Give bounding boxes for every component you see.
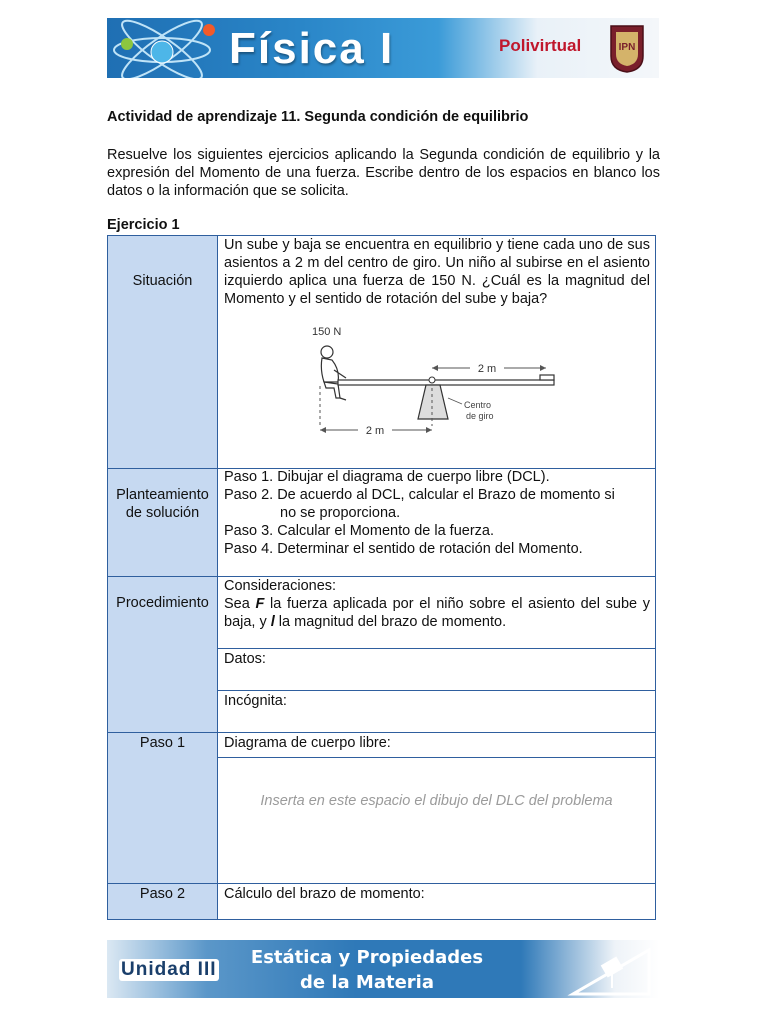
dcl-title: Diagrama de cuerpo libre: — [224, 735, 391, 751]
label-situacion: Situación — [132, 273, 193, 289]
right-distance-label: 2 m — [477, 363, 497, 375]
unit-subtitle: Estática y Propiedades de la Materia — [250, 947, 484, 993]
label-paso-1: Paso 1 — [139, 735, 186, 751]
label-paso-2: Paso 2 — [139, 886, 186, 902]
page-title: Física I — [229, 24, 395, 73]
header-banner — [107, 18, 659, 78]
force-label: 150 N — [312, 326, 342, 338]
label-planteamiento: Planteamiento de solución — [116, 487, 209, 521]
step-2-cont: no se proporciona. — [280, 505, 401, 521]
left-distance-label: 2 m — [365, 425, 385, 437]
ipn-logo — [607, 22, 647, 74]
unit-label: Unidad III — [121, 959, 217, 980]
row-divider — [218, 648, 655, 649]
step-3: Paso 3. Calcular el Momento de la fuerza. — [224, 523, 494, 539]
exercise-title: Ejercicio 1 — [107, 217, 180, 233]
polivirtual-logo: Polivirtual — [499, 36, 582, 55]
intro-paragraph: Resuelve los siguientes ejercicios aplicando la Segunda condición de equilibrio y la expresión del Momento de una fuerza. Escribe dentro de los espacios en blanco los datos o la información que se solicita. — [107, 147, 660, 199]
exercise-table — [107, 235, 656, 920]
dcl-placeholder[interactable]: Inserta en este espacio el dibujo del DLC del problema — [260, 793, 613, 809]
inclined-plane-icon — [567, 942, 653, 996]
brazo-momento-title: Cálculo del brazo de momento: — [224, 886, 425, 902]
pivot-label-1: Centro — [464, 400, 492, 410]
considerations — [224, 577, 650, 631]
considerations-text: Sea F la fuerza aplicada por el niño sobre el asiento del sube y baja, y l la magnitud del brazo de momento. — [224, 596, 650, 630]
label-column — [108, 236, 218, 919]
row-divider — [218, 757, 655, 758]
footer-banner — [107, 940, 659, 998]
step-1: Paso 1. Dibujar el diagrama de cuerpo libre (DCL). — [224, 469, 550, 485]
svg-text:IPN: IPN — [618, 42, 636, 53]
child-figure — [321, 346, 346, 400]
step-2: Paso 2. De acuerdo al DCL, calcular el Brazo de momento si — [224, 487, 615, 503]
label-procedimiento: Procedimiento — [116, 595, 209, 611]
datos-field[interactable]: Datos: — [224, 651, 266, 667]
row-divider — [108, 883, 655, 884]
atom-icon — [107, 18, 222, 78]
step-4: Paso 4. Determinar el sentido de rotación del Momento. — [224, 541, 583, 557]
pivot-label-2: de giro — [466, 411, 494, 421]
considerations-title: Consideraciones: — [224, 578, 337, 594]
incognita-field[interactable]: Incógnita: — [224, 693, 287, 709]
seesaw-figure — [298, 326, 558, 446]
row-divider — [108, 732, 655, 733]
activity-title: Actividad de aprendizaje 11. Segunda condición de equilibrio — [107, 109, 529, 125]
row-divider — [218, 690, 655, 691]
solution-steps — [224, 468, 650, 558]
situation-text: Un sube y baja se encuentra en equilibrio y tiene cada uno de sus asientos a 2 m del centro de giro. Un niño al subirse en el asiento izquierdo aplica una fuerza de 150 N. ¿Cuál es la magnitud del Momento y el sentido de rotación del sube y baja? — [224, 237, 650, 307]
